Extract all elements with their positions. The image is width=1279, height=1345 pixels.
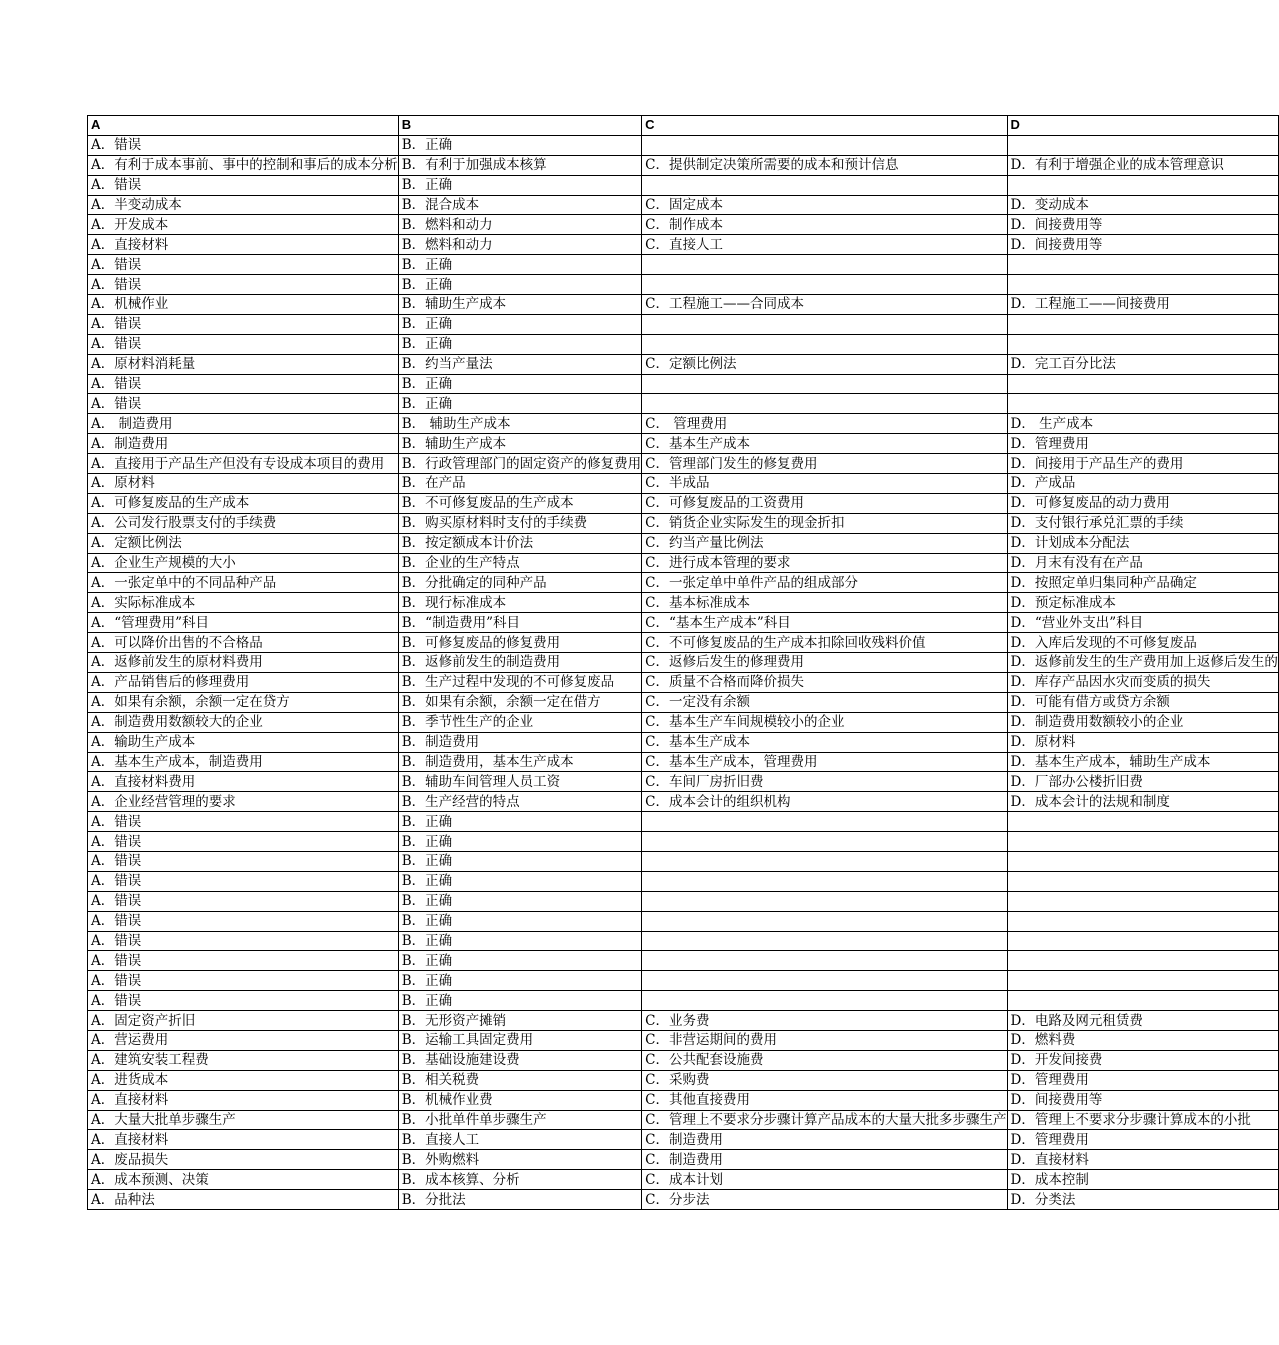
cell-option-d[interactable]: D．制造费用数额较小的企业 bbox=[1007, 712, 1278, 732]
cell-option-d[interactable] bbox=[1007, 971, 1278, 991]
cell-option-d[interactable] bbox=[1007, 334, 1278, 354]
cell-option-d[interactable]: D．开发间接费 bbox=[1007, 1050, 1278, 1070]
table-row bbox=[88, 354, 1279, 374]
cell-option-a[interactable]: A．企业生产规模的大小 bbox=[88, 553, 399, 573]
cell-option-a[interactable]: A．开发成本 bbox=[88, 215, 399, 235]
cell-option-c[interactable]: C．一定没有余额 bbox=[642, 692, 1007, 712]
cell-option-a[interactable]: A．原材料消耗量 bbox=[88, 354, 399, 374]
column-header-c[interactable]: C bbox=[642, 116, 1007, 136]
cell-option-d[interactable]: D．入库后发现的不可修复废品 bbox=[1007, 633, 1278, 653]
cell-option-b[interactable]: B．可修复废品的修复费用 bbox=[398, 633, 641, 653]
cell-option-b[interactable]: B．混合成本 bbox=[398, 195, 641, 215]
table-row bbox=[88, 454, 1279, 474]
cell-option-d[interactable] bbox=[1007, 931, 1278, 951]
cell-option-a[interactable]: A．建筑安装工程费 bbox=[88, 1050, 399, 1070]
cell-option-c[interactable]: C．基本生产成本 bbox=[642, 434, 1007, 454]
cell-option-c[interactable] bbox=[642, 175, 1007, 195]
cell-option-a[interactable]: A．直接材料费用 bbox=[88, 772, 399, 792]
cell-option-c[interactable]: C．固定成本 bbox=[642, 195, 1007, 215]
table-row bbox=[88, 692, 1279, 712]
cell-option-a[interactable]: A．错误 bbox=[88, 374, 399, 394]
cell-option-c[interactable]: C．基本标准成本 bbox=[642, 593, 1007, 613]
cell-option-b[interactable]: B．外购燃料 bbox=[398, 1150, 641, 1170]
table-row bbox=[88, 155, 1279, 175]
cell-option-c[interactable] bbox=[642, 374, 1007, 394]
cell-option-a[interactable]: A．制造费用 bbox=[88, 434, 399, 454]
cell-option-a[interactable]: A．错误 bbox=[88, 394, 399, 414]
table-row bbox=[88, 851, 1279, 871]
cell-option-d[interactable]: D． 生产成本 bbox=[1007, 414, 1278, 434]
cell-option-c[interactable]: C．制作成本 bbox=[642, 215, 1007, 235]
table-row bbox=[88, 1090, 1279, 1110]
cell-option-c[interactable]: C．可修复废品的工资费用 bbox=[642, 493, 1007, 513]
table-row bbox=[88, 951, 1279, 971]
cell-option-b[interactable]: B．正确 bbox=[398, 851, 641, 871]
header-row bbox=[88, 116, 1279, 136]
cell-option-c[interactable] bbox=[642, 832, 1007, 852]
table-row bbox=[88, 1030, 1279, 1050]
cell-option-d[interactable] bbox=[1007, 314, 1278, 334]
cell-option-c[interactable] bbox=[642, 971, 1007, 991]
table-row bbox=[88, 513, 1279, 533]
cell-option-a[interactable]: A．基本生产成本，制造费用 bbox=[88, 752, 399, 772]
cell-option-c[interactable]: C．工程施工——合同成本 bbox=[642, 295, 1007, 315]
cell-option-a[interactable]: A．半变动成本 bbox=[88, 195, 399, 215]
table-row bbox=[88, 812, 1279, 832]
cell-option-b[interactable]: B．生产过程中发现的不可修复废品 bbox=[398, 672, 641, 692]
cell-option-d[interactable]: D．燃料费 bbox=[1007, 1030, 1278, 1050]
cell-option-b[interactable]: B．辅助生产成本 bbox=[398, 434, 641, 454]
column-header-b[interactable]: B bbox=[398, 116, 641, 136]
cell-option-a[interactable]: A．“管理费用”科目 bbox=[88, 613, 399, 633]
table-row bbox=[88, 732, 1279, 752]
cell-option-b[interactable]: B．无形资产摊销 bbox=[398, 1011, 641, 1031]
table-row bbox=[88, 314, 1279, 334]
cell-option-b[interactable]: B．小批单件单步骤生产 bbox=[398, 1110, 641, 1130]
cell-option-c[interactable] bbox=[642, 334, 1007, 354]
table-row bbox=[88, 1150, 1279, 1170]
cell-option-c[interactable] bbox=[642, 314, 1007, 334]
cell-option-d[interactable]: D．产成品 bbox=[1007, 474, 1278, 494]
cell-option-d[interactable]: D．基本生产成本，辅助生产成本 bbox=[1007, 752, 1278, 772]
table-row bbox=[88, 474, 1279, 494]
cell-option-c[interactable] bbox=[642, 851, 1007, 871]
cell-option-d[interactable]: D．库存产品因水灾而变质的损失 bbox=[1007, 672, 1278, 692]
cell-option-c[interactable] bbox=[642, 931, 1007, 951]
cell-option-c[interactable]: C．提供制定决策所需要的成本和预计信息 bbox=[642, 155, 1007, 175]
cell-option-c[interactable]: C．非营运期间的费用 bbox=[642, 1030, 1007, 1050]
cell-option-d[interactable]: D．工程施工——间接费用 bbox=[1007, 295, 1278, 315]
table-row bbox=[88, 493, 1279, 513]
cell-option-a[interactable]: A．营运费用 bbox=[88, 1030, 399, 1050]
cell-option-c[interactable] bbox=[642, 255, 1007, 275]
cell-option-b[interactable]: B．成本核算、分析 bbox=[398, 1170, 641, 1190]
cell-option-a[interactable]: A．可以降价出售的不合格品 bbox=[88, 633, 399, 653]
table-row bbox=[88, 1070, 1279, 1090]
cell-option-b[interactable]: B．行政管理部门的固定资产的修复费用 bbox=[398, 454, 641, 474]
cell-option-c[interactable]: C．公共配套设施费 bbox=[642, 1050, 1007, 1070]
cell-option-d[interactable] bbox=[1007, 255, 1278, 275]
cell-option-d[interactable] bbox=[1007, 175, 1278, 195]
cell-option-d[interactable]: D．厂部办公楼折旧费 bbox=[1007, 772, 1278, 792]
cell-option-c[interactable]: C．管理部门发生的修复费用 bbox=[642, 454, 1007, 474]
cell-option-c[interactable]: C．约当产量比例法 bbox=[642, 533, 1007, 553]
cell-option-b[interactable]: B． 辅助生产成本 bbox=[398, 414, 641, 434]
table-row bbox=[88, 1170, 1279, 1190]
cell-option-b[interactable]: B．正确 bbox=[398, 334, 641, 354]
cell-option-d[interactable]: D．直接材料 bbox=[1007, 1150, 1278, 1170]
cell-option-b[interactable]: B．辅助生产成本 bbox=[398, 295, 641, 315]
table-row bbox=[88, 712, 1279, 732]
table-row bbox=[88, 275, 1279, 295]
cell-option-d[interactable] bbox=[1007, 871, 1278, 891]
cell-option-d[interactable]: D．管理费用 bbox=[1007, 1130, 1278, 1150]
table-row bbox=[88, 175, 1279, 195]
cell-option-a[interactable]: A．品种法 bbox=[88, 1190, 399, 1210]
table-row bbox=[88, 613, 1279, 633]
cell-option-b[interactable]: B．如果有余额，余额一定在借方 bbox=[398, 692, 641, 712]
cell-option-c[interactable] bbox=[642, 911, 1007, 931]
cell-option-c[interactable]: C．成本会计的组织机构 bbox=[642, 792, 1007, 812]
cell-option-a[interactable]: A．错误 bbox=[88, 832, 399, 852]
table-row bbox=[88, 752, 1279, 772]
cell-option-a[interactable]: A．直接用于产品生产但没有专设成本项目的费用 bbox=[88, 454, 399, 474]
cell-option-d[interactable] bbox=[1007, 812, 1278, 832]
cell-option-a[interactable]: A．错误 bbox=[88, 891, 399, 911]
cell-option-b[interactable]: B．企业的生产特点 bbox=[398, 553, 641, 573]
cell-option-b[interactable]: B．返修前发生的制造费用 bbox=[398, 653, 641, 673]
cell-option-b[interactable]: B．现行标准成本 bbox=[398, 593, 641, 613]
cell-option-d[interactable] bbox=[1007, 911, 1278, 931]
cell-option-a[interactable]: A．错误 bbox=[88, 931, 399, 951]
table-row bbox=[88, 1190, 1279, 1210]
cell-option-b[interactable]: B．正确 bbox=[398, 135, 641, 155]
cell-option-a[interactable]: A．机械作业 bbox=[88, 295, 399, 315]
cell-option-d[interactable] bbox=[1007, 832, 1278, 852]
cell-option-b[interactable]: B．分批法 bbox=[398, 1190, 641, 1210]
cell-option-b[interactable]: B．生产经营的特点 bbox=[398, 792, 641, 812]
cell-option-c[interactable]: C．其他直接费用 bbox=[642, 1090, 1007, 1110]
cell-option-d[interactable]: D．按照定单归集同种产品确定 bbox=[1007, 573, 1278, 593]
cell-option-c[interactable]: C．半成品 bbox=[642, 474, 1007, 494]
table-row bbox=[88, 374, 1279, 394]
cell-option-a[interactable]: A．错误 bbox=[88, 275, 399, 295]
cell-option-b[interactable]: B．正确 bbox=[398, 931, 641, 951]
cell-option-a[interactable]: A．错误 bbox=[88, 812, 399, 832]
cell-option-c[interactable]: C．“基本生产成本”科目 bbox=[642, 613, 1007, 633]
cell-option-b[interactable]: B．辅助车间管理人员工资 bbox=[398, 772, 641, 792]
cell-option-c[interactable] bbox=[642, 891, 1007, 911]
cell-option-a[interactable]: A．错误 bbox=[88, 334, 399, 354]
cell-option-b[interactable]: B．正确 bbox=[398, 971, 641, 991]
cell-option-c[interactable]: C．返修后发生的修理费用 bbox=[642, 653, 1007, 673]
cell-option-a[interactable]: A．错误 bbox=[88, 971, 399, 991]
cell-option-a[interactable]: A．错误 bbox=[88, 871, 399, 891]
cell-option-d[interactable]: D．“营业外支出”科目 bbox=[1007, 613, 1278, 633]
cell-option-b[interactable]: B．正确 bbox=[398, 871, 641, 891]
cell-option-a[interactable]: A．如果有余额，余额一定在贷方 bbox=[88, 692, 399, 712]
cell-option-c[interactable]: C．管理上不要求分步骤计算产品成本的大量大批多步骤生产 bbox=[642, 1110, 1007, 1130]
cell-option-d[interactable]: D．成本控制 bbox=[1007, 1170, 1278, 1190]
cell-option-a[interactable]: A．产品销售后的修理费用 bbox=[88, 672, 399, 692]
cell-option-d[interactable]: D．可修复废品的动力费用 bbox=[1007, 493, 1278, 513]
cell-option-b[interactable]: B．制造费用，基本生产成本 bbox=[398, 752, 641, 772]
cell-option-c[interactable]: C．分步法 bbox=[642, 1190, 1007, 1210]
table-row bbox=[88, 295, 1279, 315]
cell-option-c[interactable]: C．车间厂房折旧费 bbox=[642, 772, 1007, 792]
cell-option-b[interactable]: B．“制造费用”科目 bbox=[398, 613, 641, 633]
cell-option-b[interactable]: B．运输工具固定费用 bbox=[398, 1030, 641, 1050]
cell-option-b[interactable]: B．基础设施建设费 bbox=[398, 1050, 641, 1070]
cell-option-d[interactable]: D．管理上不要求分步骤计算成本的小批 bbox=[1007, 1110, 1278, 1130]
cell-option-b[interactable]: B．分批确定的同种产品 bbox=[398, 573, 641, 593]
cell-option-d[interactable]: D．间接费用等 bbox=[1007, 235, 1278, 255]
cell-option-d[interactable]: D．原材料 bbox=[1007, 732, 1278, 752]
cell-option-c[interactable] bbox=[642, 275, 1007, 295]
cell-option-b[interactable]: B．相关税费 bbox=[398, 1070, 641, 1090]
column-header-d[interactable]: D bbox=[1007, 116, 1278, 136]
cell-option-d[interactable]: D．有利于增强企业的成本管理意识 bbox=[1007, 155, 1278, 175]
table-row bbox=[88, 1011, 1279, 1031]
cell-option-b[interactable]: B．正确 bbox=[398, 374, 641, 394]
cell-option-b[interactable]: B．机械作业费 bbox=[398, 1090, 641, 1110]
cell-option-c[interactable]: C． 管理费用 bbox=[642, 414, 1007, 434]
table-row bbox=[88, 135, 1279, 155]
cell-option-d[interactable]: D．间接费用等 bbox=[1007, 1090, 1278, 1110]
cell-option-c[interactable]: C．不可修复废品的生产成本扣除回收残料价值 bbox=[642, 633, 1007, 653]
cell-option-b[interactable]: B．按定额成本计价法 bbox=[398, 533, 641, 553]
table-row bbox=[88, 593, 1279, 613]
cell-option-d[interactable]: D．管理费用 bbox=[1007, 434, 1278, 454]
cell-option-a[interactable]: A．公司发行股票支付的手续费 bbox=[88, 513, 399, 533]
cell-option-a[interactable]: A．错误 bbox=[88, 991, 399, 1011]
cell-option-b[interactable]: B．正确 bbox=[398, 394, 641, 414]
cell-option-c[interactable] bbox=[642, 812, 1007, 832]
table-row bbox=[88, 434, 1279, 454]
cell-option-a[interactable]: A．定额比例法 bbox=[88, 533, 399, 553]
cell-option-a[interactable]: A．制造费用数额较大的企业 bbox=[88, 712, 399, 732]
cell-option-c[interactable]: C．基本生产成本，管理费用 bbox=[642, 752, 1007, 772]
cell-option-d[interactable] bbox=[1007, 135, 1278, 155]
cell-option-b[interactable]: B．正确 bbox=[398, 832, 641, 852]
cell-option-c[interactable]: C．基本生产成本 bbox=[642, 732, 1007, 752]
cell-option-b[interactable]: B．正确 bbox=[398, 255, 641, 275]
table-row bbox=[88, 911, 1279, 931]
cell-option-c[interactable]: C．制造费用 bbox=[642, 1130, 1007, 1150]
cell-option-d[interactable]: D．完工百分比法 bbox=[1007, 354, 1278, 374]
cell-option-d[interactable]: D．支付银行承兑汇票的手续 bbox=[1007, 513, 1278, 533]
cell-option-c[interactable]: C．进行成本管理的要求 bbox=[642, 553, 1007, 573]
cell-option-a[interactable]: A．错误 bbox=[88, 255, 399, 275]
cell-option-a[interactable]: A．错误 bbox=[88, 851, 399, 871]
table-row bbox=[88, 573, 1279, 593]
cell-option-b[interactable]: B．不可修复废品的生产成本 bbox=[398, 493, 641, 513]
cell-option-b[interactable]: B．约当产量法 bbox=[398, 354, 641, 374]
cell-option-c[interactable]: C．采购费 bbox=[642, 1070, 1007, 1090]
cell-option-b[interactable]: B．正确 bbox=[398, 951, 641, 971]
cell-option-a[interactable]: A．错误 bbox=[88, 135, 399, 155]
cell-option-d[interactable] bbox=[1007, 851, 1278, 871]
cell-option-b[interactable]: B．正确 bbox=[398, 175, 641, 195]
table-row bbox=[88, 255, 1279, 275]
cell-option-d[interactable] bbox=[1007, 891, 1278, 911]
cell-option-a[interactable]: A．错误 bbox=[88, 314, 399, 334]
cell-option-d[interactable]: D．分类法 bbox=[1007, 1190, 1278, 1210]
table-row bbox=[88, 394, 1279, 414]
cell-option-a[interactable]: A．大量大批单步骤生产 bbox=[88, 1110, 399, 1130]
cell-option-b[interactable]: B．正确 bbox=[398, 314, 641, 334]
cell-option-b[interactable]: B．购买原材料时支付的手续费 bbox=[398, 513, 641, 533]
cell-option-c[interactable]: C．成本计划 bbox=[642, 1170, 1007, 1190]
cell-option-b[interactable]: B．直接人工 bbox=[398, 1130, 641, 1150]
cell-option-c[interactable] bbox=[642, 871, 1007, 891]
table-row bbox=[88, 891, 1279, 911]
table-row bbox=[88, 1050, 1279, 1070]
table-row bbox=[88, 672, 1279, 692]
answer-options-table bbox=[87, 115, 1279, 1210]
table-row bbox=[88, 414, 1279, 434]
table-row bbox=[88, 533, 1279, 553]
cell-option-c[interactable]: C．基本生产车间规模较小的企业 bbox=[642, 712, 1007, 732]
cell-option-c[interactable] bbox=[642, 135, 1007, 155]
table-row bbox=[88, 991, 1279, 1011]
column-header-a[interactable]: A bbox=[88, 116, 399, 136]
cell-option-d[interactable]: D．电路及网元租赁费 bbox=[1007, 1011, 1278, 1031]
cell-option-b[interactable]: B．有利于加强成本核算 bbox=[398, 155, 641, 175]
cell-option-c[interactable]: C．直接人工 bbox=[642, 235, 1007, 255]
table-row bbox=[88, 792, 1279, 812]
cell-option-d[interactable]: D．月末有没有在产品 bbox=[1007, 553, 1278, 573]
cell-option-b[interactable]: B．正确 bbox=[398, 275, 641, 295]
cell-option-c[interactable] bbox=[642, 951, 1007, 971]
cell-option-a[interactable]: A．进货成本 bbox=[88, 1070, 399, 1090]
cell-option-d[interactable]: D．变动成本 bbox=[1007, 195, 1278, 215]
table-row bbox=[88, 633, 1279, 653]
cell-option-b[interactable]: B．正确 bbox=[398, 891, 641, 911]
cell-option-c[interactable]: C．销货企业实际发生的现金折扣 bbox=[642, 513, 1007, 533]
table-row bbox=[88, 871, 1279, 891]
cell-option-d[interactable]: D．返修前发生的生产费用加上返修后发生的 bbox=[1007, 653, 1278, 673]
cell-option-a[interactable]: A．输助生产成本 bbox=[88, 732, 399, 752]
cell-option-a[interactable]: A．直接材料 bbox=[88, 235, 399, 255]
table-row bbox=[88, 553, 1279, 573]
table-row bbox=[88, 772, 1279, 792]
cell-option-b[interactable]: B．正确 bbox=[398, 812, 641, 832]
cell-option-d[interactable] bbox=[1007, 394, 1278, 414]
cell-option-c[interactable] bbox=[642, 394, 1007, 414]
cell-option-c[interactable]: C．制造费用 bbox=[642, 1150, 1007, 1170]
cell-option-a[interactable]: A．直接材料 bbox=[88, 1090, 399, 1110]
table-row bbox=[88, 653, 1279, 673]
cell-option-a[interactable]: A．有利于成本事前、事中的控制和事后的成本分析 bbox=[88, 155, 399, 175]
cell-option-a[interactable]: A．固定资产折旧 bbox=[88, 1011, 399, 1031]
cell-option-d[interactable]: D．间接用于产品生产的费用 bbox=[1007, 454, 1278, 474]
cell-option-b[interactable]: B．制造费用 bbox=[398, 732, 641, 752]
cell-option-a[interactable]: A．错误 bbox=[88, 175, 399, 195]
cell-option-a[interactable]: A．错误 bbox=[88, 951, 399, 971]
cell-option-c[interactable]: C．质量不合格而降价损失 bbox=[642, 672, 1007, 692]
cell-option-d[interactable] bbox=[1007, 374, 1278, 394]
cell-option-a[interactable]: A．可修复废品的生产成本 bbox=[88, 493, 399, 513]
table-row bbox=[88, 971, 1279, 991]
cell-option-d[interactable] bbox=[1007, 951, 1278, 971]
table-row bbox=[88, 1130, 1279, 1150]
cell-option-a[interactable]: A．企业经营管理的要求 bbox=[88, 792, 399, 812]
table-row bbox=[88, 235, 1279, 255]
cell-option-b[interactable]: B．燃料和动力 bbox=[398, 235, 641, 255]
cell-option-a[interactable]: A．原材料 bbox=[88, 474, 399, 494]
cell-option-d[interactable]: D．管理费用 bbox=[1007, 1070, 1278, 1090]
cell-option-d[interactable]: D．计划成本分配法 bbox=[1007, 533, 1278, 553]
cell-option-d[interactable]: D．成本会计的法规和制度 bbox=[1007, 792, 1278, 812]
cell-option-d[interactable]: D．可能有借方或贷方余额 bbox=[1007, 692, 1278, 712]
cell-option-c[interactable]: C．一张定单中单件产品的组成部分 bbox=[642, 573, 1007, 593]
table-row bbox=[88, 334, 1279, 354]
cell-option-b[interactable]: B．正确 bbox=[398, 991, 641, 1011]
cell-option-c[interactable]: C．定额比例法 bbox=[642, 354, 1007, 374]
cell-option-c[interactable] bbox=[642, 991, 1007, 1011]
table-row bbox=[88, 1110, 1279, 1130]
table-row bbox=[88, 195, 1279, 215]
cell-option-a[interactable]: A．错误 bbox=[88, 911, 399, 931]
cell-option-b[interactable]: B．季节性生产的企业 bbox=[398, 712, 641, 732]
cell-option-a[interactable]: A．一张定单中的不同品种产品 bbox=[88, 573, 399, 593]
table-row bbox=[88, 931, 1279, 951]
cell-option-d[interactable]: D．预定标准成本 bbox=[1007, 593, 1278, 613]
cell-option-a[interactable]: A．返修前发生的原材料费用 bbox=[88, 653, 399, 673]
cell-option-b[interactable]: B．燃料和动力 bbox=[398, 215, 641, 235]
cell-option-d[interactable] bbox=[1007, 275, 1278, 295]
cell-option-c[interactable]: C．业务费 bbox=[642, 1011, 1007, 1031]
cell-option-a[interactable]: A．直接材料 bbox=[88, 1130, 399, 1150]
table-row bbox=[88, 215, 1279, 235]
cell-option-d[interactable]: D．间接费用等 bbox=[1007, 215, 1278, 235]
cell-option-a[interactable]: A．成本预测、决策 bbox=[88, 1170, 399, 1190]
cell-option-d[interactable] bbox=[1007, 991, 1278, 1011]
cell-option-a[interactable]: A．废品损失 bbox=[88, 1150, 399, 1170]
cell-option-a[interactable]: A． 制造费用 bbox=[88, 414, 399, 434]
table-row bbox=[88, 832, 1279, 852]
cell-option-a[interactable]: A．实际标准成本 bbox=[88, 593, 399, 613]
cell-option-b[interactable]: B．正确 bbox=[398, 911, 641, 931]
cell-option-b[interactable]: B．在产品 bbox=[398, 474, 641, 494]
